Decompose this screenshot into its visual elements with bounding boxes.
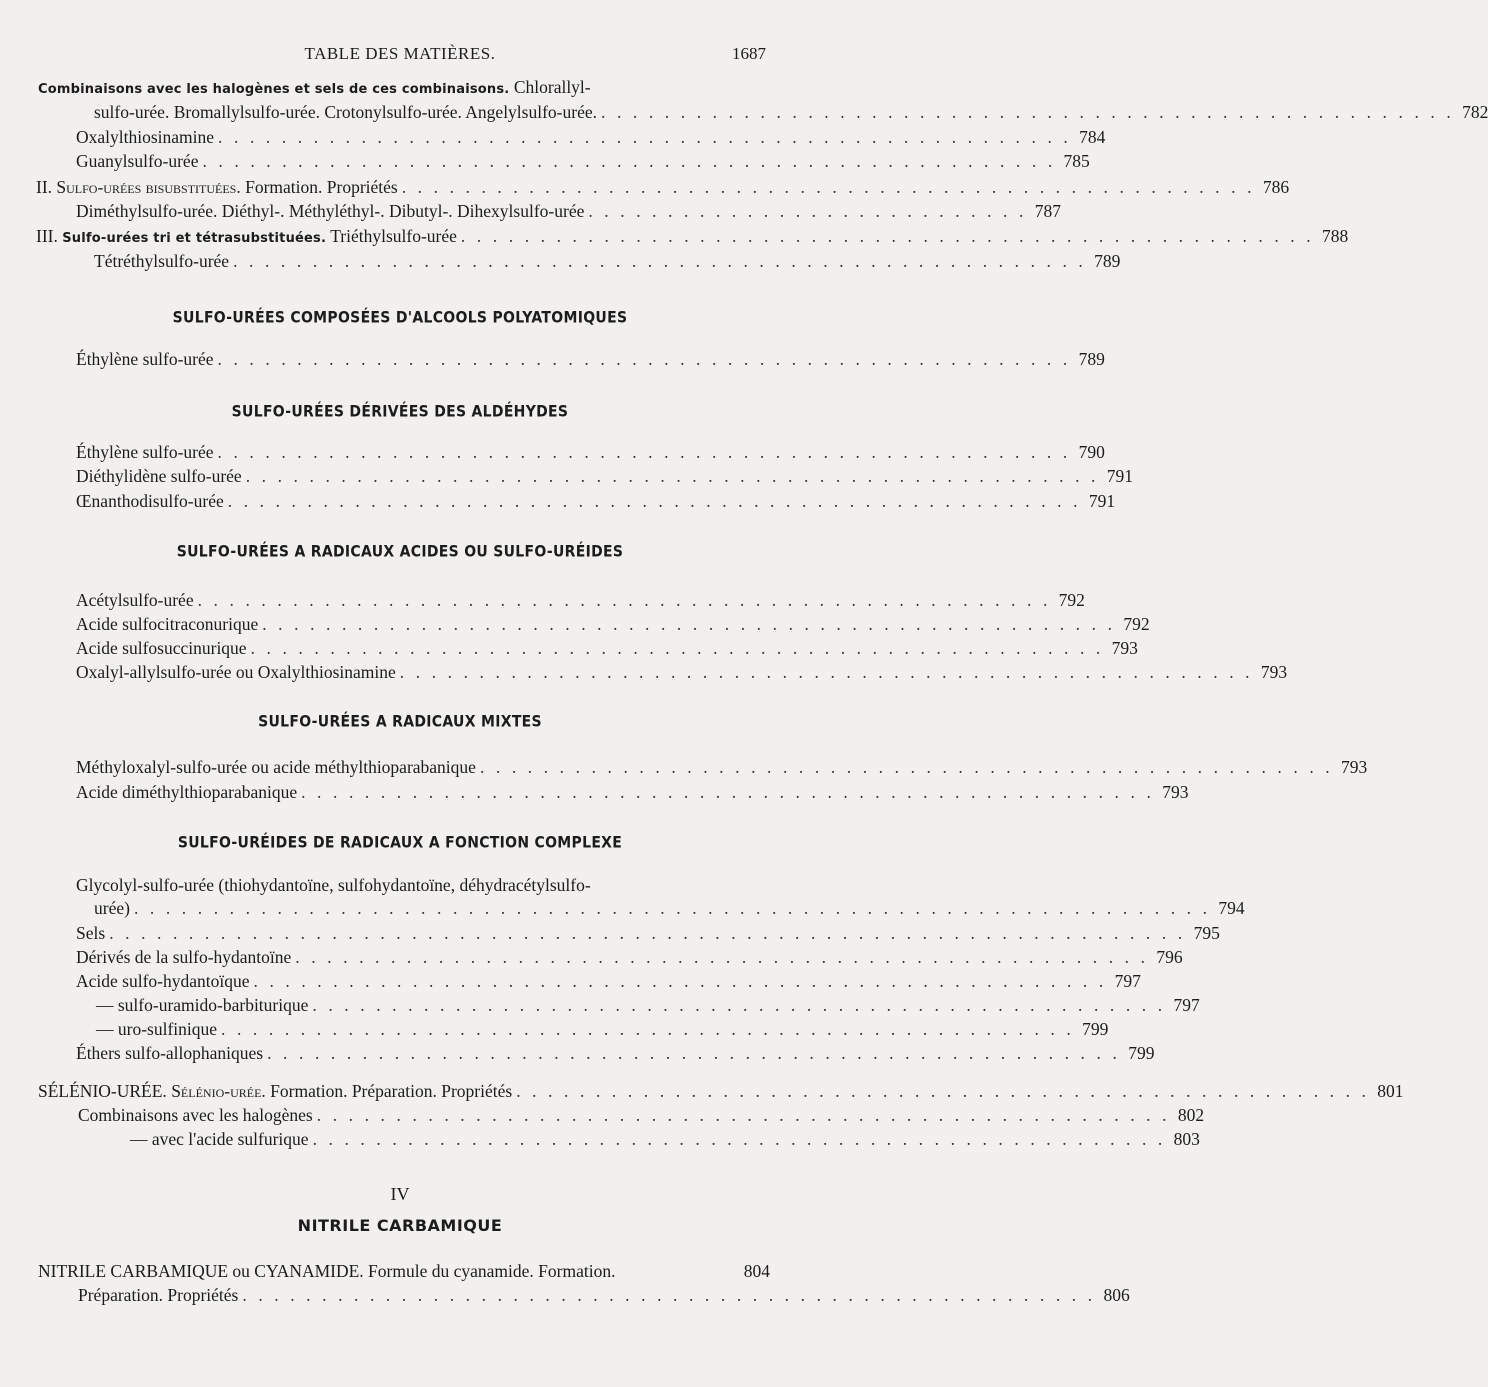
section-heading-polyatomiques: SULFO-URÉES COMPOSÉES D'ALCOOLS POLYATOMIQUES (172, 308, 628, 328)
selenio-label: Sélénio-urée. (171, 1081, 266, 1101)
entry-text: sulfo-urée. Bromallylsulfo-urée. Crotonylsulfo-urée. Angelylsulfo-urée. (94, 102, 597, 122)
toc-entry (76, 922, 1220, 944)
entry-page: 792 (1058, 590, 1085, 610)
section-heading-acides: SULFO-URÉES A RADICAUX ACIDES OU SULFO-URÉIDES (176, 542, 624, 562)
dot-leader: . . . . . . . . . . . . . . . . . . . . . . . . . . . . . . . . . . . . . . . . . . . . . . . . . . . . . . (217, 442, 1071, 462)
entry-page: 790 (1078, 442, 1105, 462)
toc-entry (76, 946, 1183, 968)
entry-text: Dérivés de la sulfo-hydantoïne (76, 947, 292, 967)
entry-text: — sulfo-uramido-barbiturique (96, 995, 309, 1015)
dot-leader: . . . . . . . . . . . . . . . . . . . . . . . . . . . . . . . . . . . . . . . . . . . . . . . . . . . . . . (312, 995, 1166, 1015)
dot-leader: . . . . . . . . . . . . . . . . . . . . . . . . . . . . . . . . . . . . . . . . . . . . . . . . . . . . . . . . . . . . . . . . . . . . (109, 923, 1186, 943)
section-text: Triéthylsulfo-urée (330, 226, 457, 246)
entry-text: Combinaisons avec les halogènes (78, 1105, 313, 1125)
toc-entry-selenio (38, 1080, 1404, 1102)
dot-leader: . . . . . . . . . . . . . . . . . . . . . . . . . . . . . . . . . . . . . . . . . . . . . . . . . . . . . . (245, 466, 1100, 486)
entry-text (36, 225, 457, 250)
toc-entry (76, 441, 1105, 463)
dot-leader: . . . . . . . . . . . . . . . . . . . . . . . . . . . . . . . . . . . . . . . . . . . . . . . . . . . . . . (253, 971, 1107, 991)
toc-entry (76, 589, 1085, 611)
dot-leader: . . . . . . . . . . . . . . . . . . . . . . . . . . . . . . . . . . . . . . . . . . . . . . . . . . . . . . (218, 127, 1072, 147)
entry-text: — avec l'acide sulfurique (130, 1129, 309, 1149)
entry-text: Diméthylsulfo-urée. Diéthyl-. Méthyléthyl-. Dibutyl-. Dihexylsulfo-urée (76, 201, 585, 221)
entry-page: 799 (1082, 1019, 1109, 1039)
section-numeral: II. (36, 177, 53, 197)
toc-entry (78, 1284, 1130, 1306)
toc-entry (130, 1128, 1200, 1150)
entry-page: 791 (1088, 491, 1116, 511)
entry-page: 804 (743, 1261, 770, 1281)
dot-leader: . . . . . . . . . . . . . . . . . . . . . . . . . . . . (588, 201, 1027, 221)
toc-entry-combinaisons (38, 76, 591, 101)
entry-page: 787 (1034, 201, 1061, 221)
toc-entry (78, 1104, 1205, 1126)
entry-text: Oxalylthiosinamine (76, 127, 215, 147)
toc-entry (76, 465, 1134, 487)
entry-text: Éthers sulfo-allophaniques (76, 1043, 264, 1063)
toc-entry (76, 637, 1138, 659)
entry-page: 797 (1114, 971, 1141, 991)
entry-page: 792 (1123, 614, 1150, 634)
toc-entry (76, 1042, 1155, 1064)
part-numeral: IV (390, 1184, 410, 1204)
toc-entry (76, 661, 1288, 683)
entry-text: Acide sulfosuccinurique (76, 638, 247, 658)
entry-page: 793 (1341, 757, 1368, 777)
toc-entry (76, 348, 1105, 370)
entry-page: 789 (1094, 251, 1121, 271)
entry-text: urée) (94, 898, 130, 918)
dot-leader: . . . . . . . . . . . . . . . . . . . . . . . . . . . . . . . . . . . . . . . . . . . . . . . . . . . . . . (217, 349, 1071, 369)
toc-entry (96, 1018, 1109, 1040)
entry-page: 796 (1156, 947, 1183, 967)
section-heading-nitrile: NITRILE CARBAMIQUE (297, 1216, 503, 1235)
entry-text: Œnanthodisulfo-urée (76, 491, 224, 511)
section-heading-complexe: SULFO-URÉIDES DE RADICAUX A FONCTION COMPLEXE (177, 833, 623, 853)
entry-page: 793 (1260, 662, 1288, 682)
dot-leader: . . . . . . . . . . . . . . . . . . . . . . . . . . . . . . . . . . . . . . . . . . . . . . . . . . . . . . (516, 1081, 1370, 1101)
entry-text: Chlorallyl- (513, 77, 591, 97)
section-heading-mixtes: SULFO-URÉES A RADICAUX MIXTES (258, 712, 542, 732)
toc-entry (76, 970, 1141, 992)
entry-text: Tétréthylsulfo-urée (94, 251, 230, 271)
toc-entry (94, 250, 1121, 272)
entry-page: 789 (1078, 349, 1105, 369)
toc-entry (96, 994, 1200, 1016)
dot-leader: . . . . . . . . . . . . . . . . . . . . . . . . . . . . . . . . . . . . . . . . . . . . . . . . . . . . . . . . . . . . . . . . . . . . (133, 898, 1211, 918)
selenio-text: Formation. Préparation. Propriétés (270, 1081, 513, 1101)
toc-entry (76, 756, 1368, 778)
entry-page: 788 (1321, 226, 1349, 246)
dot-leader: . . . . . . . . . . . . . . . . . . . . . . . . . . . . . . . . . . . . . . . . . . . . . . . . . . . . . . (233, 251, 1087, 271)
section-numeral: III. (36, 226, 58, 246)
entry-text: — uro-sulfinique (96, 1019, 218, 1039)
toc-entry (76, 613, 1150, 635)
entry-page: 795 (1193, 923, 1220, 943)
dot-leader: . . . . . . . . . . . . . . . . . . . . . . . . . . . . . . . . . . . . . . . . . . . . . . . . . . . . . . (399, 662, 1254, 682)
page-header-title: TABLE DES MATIÈRES. (304, 44, 496, 63)
toc-entry (76, 781, 1189, 803)
dot-leader: . . . . . . . . . . . . . . . . . . . . . . . . . . . . . . . . . . . . . . . . . . . . . . . . . . . . . . (295, 947, 1149, 967)
toc-entry-glycolyl: Glycolyl-sulfo-urée (thiohydantoïne, sulfohydantoïne, déhydracétylsulfo- (76, 875, 591, 895)
dot-leader: . . . . . . . . . . . . . . . . . . . . . . . . . . . . . . . . . . . . . . . . . . . . . . . . . . . . . . (460, 226, 1315, 246)
entry-page: 802 (1177, 1105, 1205, 1125)
entry-page: 794 (1218, 898, 1245, 918)
dot-leader: . . . . . . . . . . . . . . . . . . . . . . . . . . . . . . . . . . . . . . . . . . . . . . . . . . . . . . (202, 151, 1056, 171)
dot-leader: . . . . . . . . . . . . . . . . . . . . . . . . . . . . . . . . . . . . . . . . . . . . . . . . . . . . . . (250, 638, 1104, 658)
entry-text: Diéthylidène sulfo-urée (76, 466, 242, 486)
dot-leader: . . . . . . . . . . . . . . . . . . . . . . . . . . . . . . . . . . . . . . . . . . . . . . . . . . . . . . (479, 757, 1334, 777)
section-text: Formation. Propriétés (245, 177, 398, 197)
entry-text: Acide diméthylthioparabanique (76, 782, 298, 802)
dot-leader: . . . . . . . . . . . . . . . . . . . . . . . . . . . . . . . . . . . . . . . . . . . . . . . . . . . . . . (242, 1285, 1096, 1305)
entry-text: Sels (76, 923, 106, 943)
entry-text: Acide sulfocitraconurique (76, 614, 259, 634)
toc-entry-glycolyl-cont (94, 897, 1245, 919)
entry-page: 793 (1111, 638, 1138, 658)
entry-text (38, 1080, 512, 1102)
toc-entry (76, 200, 1061, 222)
section-label: Sulfo-urées bisubstituées. (56, 177, 241, 197)
toc-entry-section-III (36, 225, 1349, 250)
dot-leader: . . . . . . . . . . . . . . . . . . . . . . . . . . . . . . . . . . . . . . . . . . . . . . . . . . . . . . (601, 102, 1455, 122)
entry-text: Acétylsulfo-urée (76, 590, 194, 610)
entry-text: Éthylène sulfo-urée (76, 442, 214, 462)
entry-text (36, 176, 398, 198)
dot-leader: . . . . . . . . . . . . . . . . . . . . . . . . . . . . . . . . . . . . . . . . . . . . . . . . . . . . . . (262, 614, 1116, 634)
toc-entry-combinaisons-cont (94, 101, 1488, 123)
entry-text: NITRILE CARBAMIQUE ou CYANAMIDE. Formule du cyanamide. Formation. (38, 1261, 616, 1281)
toc-entry-nitrile (38, 1260, 770, 1282)
toc-entry (76, 126, 1106, 148)
dot-leader: . . . . . . . . . . . . . . . . . . . . . . . . . . . . . . . . . . . . . . . . . . . . . . . . . . . . . . (197, 590, 1051, 610)
entry-page: 806 (1103, 1285, 1130, 1305)
entry-text: Préparation. Propriétés (78, 1285, 239, 1305)
section-heading-aldehydes: SULFO-URÉES DÉRIVÉES DES ALDÉHYDES (231, 402, 569, 422)
entry-page: 791 (1106, 466, 1134, 486)
entry-bold-label: Combinaisons avec les halogènes et sels de ces combinaisons. (38, 82, 510, 97)
dot-leader: . . . . . . . . . . . . . . . . . . . . . . . . . . . . . . . . . . . . . . . . . . . . . . . . . . . . . . (221, 1019, 1075, 1039)
entry-page: 785 (1063, 151, 1090, 171)
entry-page: 782 (1462, 102, 1488, 122)
page-header-number: 1687 (732, 44, 766, 63)
entry-text: Acide sulfo-hydantoïque (76, 971, 250, 991)
dot-leader: . . . . . . . . . . . . . . . . . . . . . . . . . . . . . . . . . . . . . . . . . . . . . . . . . . . . . . (316, 1105, 1171, 1125)
entry-page: 784 (1079, 127, 1106, 147)
toc-entry (76, 490, 1116, 512)
dot-leader: . . . . . . . . . . . . . . . . . . . . . . . . . . . . . . . . . . . . . . . . . . . . . . . . . . . . . . (301, 782, 1155, 802)
dot-leader: . . . . . . . . . . . . . . . . . . . . . . . . . . . . . . . . . . . . . . . . . . . . . . . . . . . . . . (227, 491, 1082, 511)
entry-text: Méthyloxalyl-sulfo-urée ou acide méthylthioparabanique (76, 757, 476, 777)
entry-text: Éthylène sulfo-urée (76, 349, 214, 369)
dot-leader: . . . . . . . . . . . . . . . . . . . . . . . . . . . . . . . . . . . . . . . . . . . . . . . . . . . . . . (401, 177, 1256, 197)
entry-page: 799 (1128, 1043, 1155, 1063)
toc-entry-section-II (36, 176, 1290, 198)
entry-page: 801 (1377, 1081, 1404, 1101)
entry-page: 793 (1162, 782, 1189, 802)
entry-page: 786 (1262, 177, 1290, 197)
section-label: Sulfo-urées tri et tétrasubstituées. (62, 231, 327, 246)
entry-text: Oxalyl-allylsulfo-urée ou Oxalylthiosinamine (76, 662, 396, 682)
entry-page: 803 (1173, 1129, 1200, 1149)
entry-page: 797 (1173, 995, 1200, 1015)
dot-leader: . . . . . . . . . . . . . . . . . . . . . . . . . . . . . . . . . . . . . . . . . . . . . . . . . . . . . . (267, 1043, 1121, 1063)
toc-entry (76, 150, 1090, 172)
dot-leader: . . . . . . . . . . . . . . . . . . . . . . . . . . . . . . . . . . . . . . . . . . . . . . . . . . . . . . (312, 1129, 1166, 1149)
selenio-head: SÉLÉNIO-URÉE. (38, 1081, 167, 1101)
entry-text: Guanylsulfo-urée (76, 151, 199, 171)
